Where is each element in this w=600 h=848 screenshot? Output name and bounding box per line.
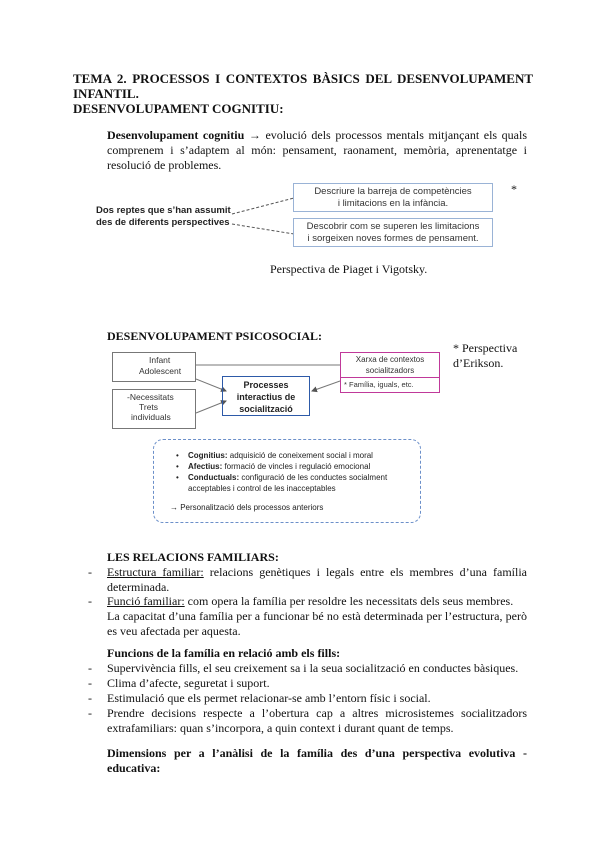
estructura-familiar: [107, 565, 527, 595]
individuals-label: individuals: [131, 412, 171, 422]
title-line-2: INFANTIL.: [73, 86, 139, 101]
dash-bullet: -: [88, 691, 92, 705]
box-xarxa: [340, 352, 440, 378]
relacions-title: LES RELACIONS FAMILIARS:: [107, 550, 279, 564]
box-necessitats: [112, 389, 196, 429]
adolescent-label: Adolescent: [139, 366, 182, 376]
list-item: • Cognitius: adquisició de coneixement social i moral: [176, 450, 414, 461]
estructura-text: relacions genètiques i legals entre els membres d’una família determinada.: [107, 565, 527, 594]
cognitiu-definition: [107, 128, 527, 173]
funcio-item: Estimulació que els permet relacionar-se amb l’entorn físic i social.: [107, 691, 431, 705]
box-processes: [222, 376, 310, 416]
reptes-connector-lines: [230, 192, 300, 242]
subtitle-cognitiu: DESENVOLUPAMENT COGNITIU:: [73, 101, 284, 116]
list-item: • Afectius: formació de vincles i regulació emocional: [176, 461, 414, 472]
box1-line-1: Descriure la barreja de competències: [314, 186, 472, 197]
funcio-paragraph: La capacitat d’una família per a funcionar bé no està determinada per l’estructura, però es veu afectada per aquesta.: [107, 609, 527, 638]
funcio-item: Supervivència fills, el seu creixement sa i la seua socialització en conductes bàsiques.: [107, 661, 519, 675]
erikson-line-2: d’Erikson.: [453, 356, 504, 370]
dash-bullet: -: [88, 706, 92, 720]
dash-bullet: -: [88, 594, 92, 608]
box1-line-2: i limitacions en la infància.: [337, 198, 449, 209]
arrow-right-icon: →: [170, 503, 178, 512]
reptes-box-2: [293, 218, 493, 247]
box-familia: * Família, iguals, etc.: [340, 378, 440, 393]
processes-line-3: socialització: [239, 404, 293, 414]
cognitiu-term: Desenvolupament cognitiu: [107, 128, 245, 142]
processes-line-2: interactius de: [236, 392, 296, 402]
estructura-term: Estructura familiar:: [107, 565, 204, 579]
infant-label: Infant: [149, 355, 171, 365]
necessitats-label: -Necessitats: [127, 392, 174, 402]
funcio-item: Clima d’afecte, seguretat i suport.: [107, 676, 270, 690]
reptes-box-1: [293, 183, 493, 212]
xarxa-line-2: socialitzadors: [365, 366, 415, 375]
caption-piaget: Perspectiva de Piaget i Vigotsky.: [270, 262, 428, 276]
personalitzacio-text: Personalització dels processos anteriors: [178, 503, 324, 512]
funcio-text: com opera la família per resoldre les necessitats dels seus membres.: [184, 594, 514, 608]
list-item: • Conductuals: configuració de les conductes socialment: [176, 472, 414, 483]
dash-bullet: -: [88, 565, 92, 579]
box-infant: [112, 352, 196, 382]
title-line-1: TEMA 2. PROCESSOS I CONTEXTOS BÀSICS DEL DESENVOLUPAMENT: [73, 71, 533, 86]
xarxa-line-1: Xarxa de contextos: [355, 355, 425, 364]
list-item-3-cont: acceptables i control de les inacceptables: [188, 484, 336, 493]
funcio-familiar: [107, 594, 527, 639]
page-heading: [73, 71, 533, 116]
erikson-note: [453, 341, 517, 371]
processos-list: [176, 450, 414, 483]
dimensions-title: Dimensions per a l’anàlisi de la família des d’una perspectiva evolutiva - educativa:: [107, 746, 527, 775]
erikson-line-1: * Perspectiva: [453, 341, 518, 355]
box2-line-1: Descobrir com se superen les limitacions: [306, 221, 480, 232]
box2-line-2: i sorgeixen noves formes de pensament.: [307, 233, 479, 244]
box-processos-list: [153, 439, 421, 523]
arrow-icon: →: [248, 128, 261, 142]
trets-label: Trets: [139, 402, 159, 412]
asterisk-piaget: *: [511, 182, 517, 196]
personalitzacio: [170, 502, 414, 513]
dash-bullet: -: [88, 676, 92, 690]
reptes-line-1: Dos reptes que s’han assumit: [96, 205, 231, 216]
psicosocial-title: DESENVOLUPAMENT PSICOSOCIAL:: [107, 329, 323, 343]
funcio-term: Funció familiar:: [107, 594, 185, 608]
cognitiu-text: evolució dels processos mentals mitjançant els quals comprenem i s’adaptem al món: pensament, raonament, memòria, aprenentatge i resolució de problemes.: [107, 128, 528, 172]
funcions-title: Funcions de la família en relació amb els fills:: [107, 646, 341, 660]
dash-bullet: -: [88, 661, 92, 675]
processes-line-1: Processes: [243, 380, 289, 390]
reptes-line-2: des de diferents perspectives: [96, 217, 230, 228]
funcio-item: Prendre decisions respecte a l’obertura cap a altres microsistemes socialitzadors extrafamiliars: quan s’incorpora, a quin context i durant quant de temps.: [107, 706, 527, 735]
